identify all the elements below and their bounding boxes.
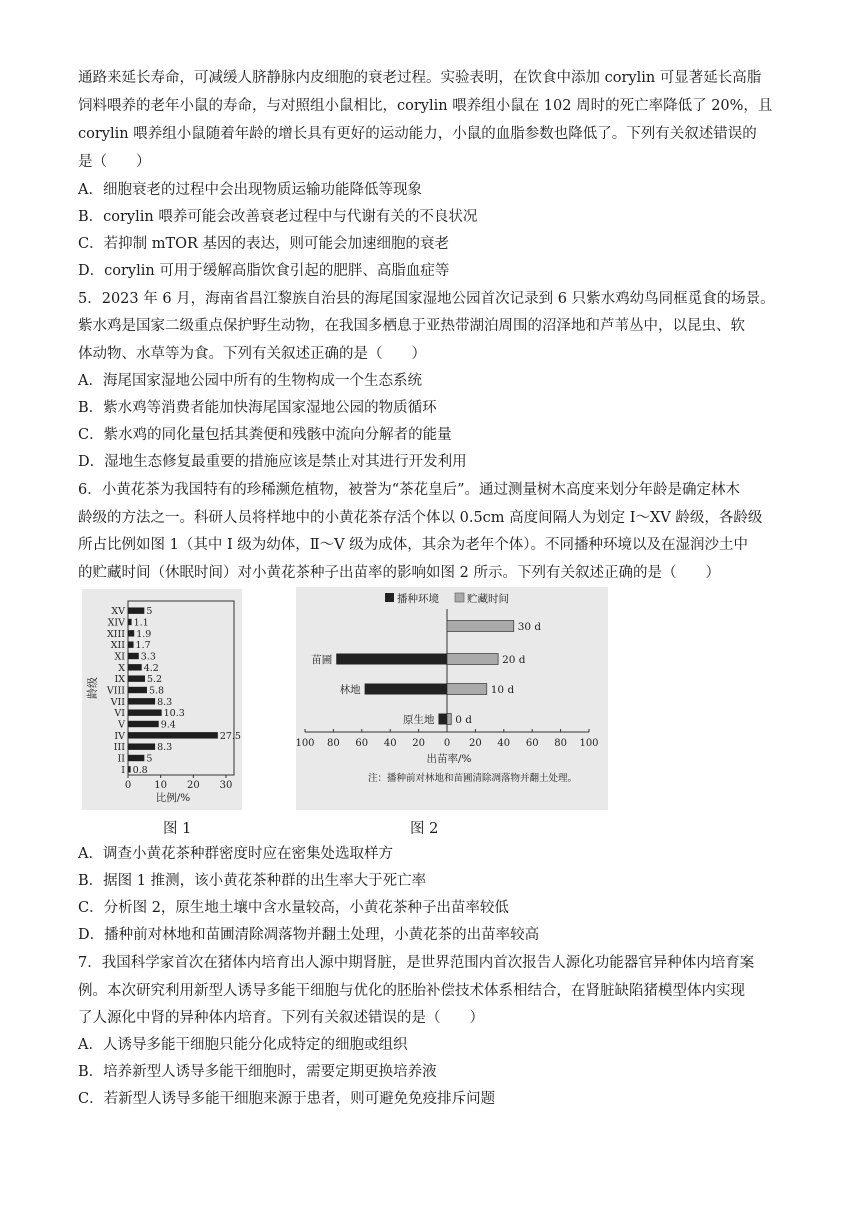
figure-2-caption: 图 2 [410,821,439,837]
bar [128,709,162,715]
x-tick-label: 30 [219,780,233,791]
figure-1 [82,589,242,810]
legend-swatch-storage [455,593,464,602]
bar-value-label: 5 [146,753,153,765]
q4-option-c: C．若抑制 mTOR 基因的表达，则可能会加速细胞的衰老 [78,236,450,252]
sowing-bar [336,654,447,665]
q6-stem-line: 的贮藏时间（休眠时间）对小黄花茶种子出苗率的影响如图 2 所示。下列有关叙述正确的是（ ） [78,565,720,581]
q4-stem-line: corylin 喂养组小鼠随着年龄的增长具有更好的运动能力，小鼠的血脂参数也降低了。下列有关叙述错误的 [78,126,757,142]
storage-bar [447,714,451,725]
bar [128,619,132,625]
figure-1-chart [82,589,242,810]
bar-value-label: 0.8 [132,764,148,776]
sowing-bar [438,714,447,725]
x-axis-title: 出苗率/% [426,753,472,765]
y-axis-title: 龄级 [86,677,99,699]
age-class-label: I [121,764,125,776]
x-tick-label: 20 [186,780,200,791]
q7-option-c: C．若新型人诱导多能干细胞来源于患者，则可避免免疫排斥问题 [78,1091,496,1107]
age-class-label: XIV [107,617,125,629]
bar-value-label: 4.2 [143,662,159,674]
bar [128,687,147,693]
x-tick-label: 80 [554,738,567,749]
q6-stem-line: 龄级的方法之一。科研人员将样地中的小黄花茶存活个体以 0.5cm 高度间隔人为划定 Ⅰ～XV 龄级，各龄级 [78,510,763,526]
storage-bar-label: 10 d [490,684,515,696]
bar-value-label: 10.3 [163,708,185,720]
bar [128,743,155,749]
q5-option-d: D．湿地生态修复最重要的措施应该是禁止对其进行开发利用 [78,454,467,470]
bar [128,641,134,647]
bar [128,721,159,727]
bar [128,664,142,670]
q7-stem-line: 例。本次研究利用新型人诱导多能干细胞与优化的胚胎补偿技术体系相结合，在肾脏缺陷猪模型体内实现 [78,983,745,999]
bar-value-label: 1.9 [136,628,152,640]
age-class-label: XII [110,640,125,652]
bar [128,607,144,613]
q7-option-b: B．培养新型人诱导多能干细胞时，需要定期更换培养液 [78,1064,437,1080]
q5-option-c: C．紫水鸡的同化量包括其粪便和残骸中流向分解者的能量 [78,427,452,443]
age-class-label: XI [114,651,125,663]
age-class-label: XIII [106,628,125,640]
bar-value-label: 8.3 [157,742,173,754]
q5-stem-line: 5．2023 年 6 月，海南省昌江黎族自治县的海尾国家湿地公园首次记录到 6 只紫水鸡幼鸟同框觅食的场景。 [78,291,775,307]
x-tick-label: 40 [383,738,397,749]
age-class-label: IV [114,730,125,742]
q5-stem-line: 紫水鸡是国家二级重点保护野生动物，在我国多栖息于亚热带湖泊周围的沼泽地和芦苇丛中，以昆虫、软 [78,318,745,334]
legend-swatch-sowing [385,593,394,602]
bar-value-label: 5 [146,606,153,618]
age-class-label: II [117,753,125,765]
x-tick-label: 60 [355,738,369,749]
age-class-label: VI [114,708,125,720]
bar-value-label: 5.8 [148,685,165,697]
q6-option-c: C．分析图 2，原生地土壤中含水量较高，小黄花茶种子出苗率较低 [78,900,509,916]
x-tick-label: 100 [579,738,599,749]
x-tick-label: 20 [469,738,482,749]
figure-note: 注：播种前对林地和苗圃清除凋落物并翻土处理。 [368,773,578,784]
age-class-label: VII [110,696,125,708]
q4-stem-line: 饲料喂养的老年小鼠的寿命，与对照组小鼠相比，corylin 喂养组小鼠在 102 周时的死亡率降低了 20%，且 [78,98,773,114]
q6-stem-line: 所占比例如图 1（其中 Ⅰ 级为幼体，Ⅱ～Ⅴ 级为成体，其余为老年个体）。不同播种环境以及在湿润沙土中 [78,537,748,553]
bar [128,766,131,772]
x-tick-label: 10 [154,780,168,791]
q6-stem-line: 6．小黄花茶为我国特有的珍稀濒危植物，被誉为“茶花皇后”。通过测量树木高度来划分年龄是确定林木 [78,482,741,498]
x-axis-title: 比例/% [155,792,191,804]
storage-bar-label: 20 d [502,654,526,666]
q6-option-b: B．据图 1 推测，该小黄花茶种群的出生率大于死亡率 [78,873,427,889]
age-class-label: XV [111,606,125,618]
bar-value-label: 27.5 [219,730,241,742]
x-tick-label: 100 [296,738,315,749]
q5-option-a: A．海尾国家湿地公园中所有的生物构成一个生态系统 [78,373,422,389]
bar-value-label: 1.7 [135,640,151,652]
bar [128,653,139,659]
storage-bar-label: 30 d [517,621,542,633]
q6-option-a: A．调查小黄花茶种群密度时应在密集处选取样方 [78,846,393,862]
bar-value-label: 5.2 [146,674,163,686]
storage-bar-label: 0 d [455,714,473,726]
sowing-category-label: 林地 [339,684,361,696]
age-class-label: VIII [106,685,125,697]
q7-stem-line: 了人源化中肾的异种体内培育。下列有关叙述错误的是（ ） [78,1010,484,1026]
x-tick-label: 0 [443,738,451,749]
x-tick-label: 40 [497,738,511,749]
bar [128,732,218,738]
q7-stem-line: 7．我国科学家首次在猪体内培育出人源中期肾脏，是世界范围内首次报告人源化功能器官异种体内培育案 [78,955,755,971]
bar-value-label: 9.4 [160,719,176,731]
q4-option-b: B．corylin 喂养可能会改善衰老过程中与代谢有关的不良状况 [78,209,478,225]
x-tick-label: 80 [327,738,340,749]
q5-stem-line: 体动物、水草等为食。下列有关叙述正确的是（ ） [78,346,426,362]
figure-2 [296,587,608,810]
sowing-category-label: 苗圃 [311,654,333,666]
figure-2-chart [296,587,608,810]
bar [128,630,134,636]
bar-value-label: 1.1 [133,617,149,629]
x-tick-label: 60 [525,738,539,749]
q6-option-d: D．播种前对林地和苗圃清除凋落物并翻土处理，小黄花茶的出苗率较高 [78,927,540,943]
bar-value-label: 8.3 [157,696,173,708]
x-tick-label: 20 [412,738,425,749]
storage-bar [447,654,498,665]
legend-label-sowing: 播种环境 [397,593,439,605]
legend-label-storage: 贮藏时间 [467,593,509,605]
bar-value-label: 3.3 [140,651,156,663]
figure-1-caption: 图 1 [163,821,192,837]
q5-option-b: B．紫水鸡等消费者能加快海尾国家湿地公园的物质循环 [78,400,437,416]
sowing-category-label: 原生地 [402,714,435,726]
storage-bar [447,684,487,695]
q4-stem-line: 是（ ） [78,154,151,170]
sowing-bar [365,684,447,695]
age-class-label: IX [114,674,125,686]
bar [128,698,155,704]
age-class-label: V [118,719,125,731]
q7-option-a: A．人诱导多能干细胞只能分化成特定的细胞或组织 [78,1037,408,1053]
q4-option-a: A．细胞衰老的过程中会出现物质运输功能降低等现象 [78,182,422,198]
bar [128,675,145,681]
age-class-label: III [113,742,125,754]
storage-bar [447,621,514,632]
bar [128,755,144,761]
x-tick-label: 0 [124,780,132,791]
q4-option-d: D．corylin 可用于缓解高脂饮食引起的肥胖、高脂血症等 [78,263,450,279]
age-class-label: X [118,662,125,674]
q4-stem-line: 通路来延长寿命，可减缓人脐静脉内皮细胞的衰老过程。实验表明，在饮食中添加 corylin 可显著延长高脂 [78,70,762,86]
